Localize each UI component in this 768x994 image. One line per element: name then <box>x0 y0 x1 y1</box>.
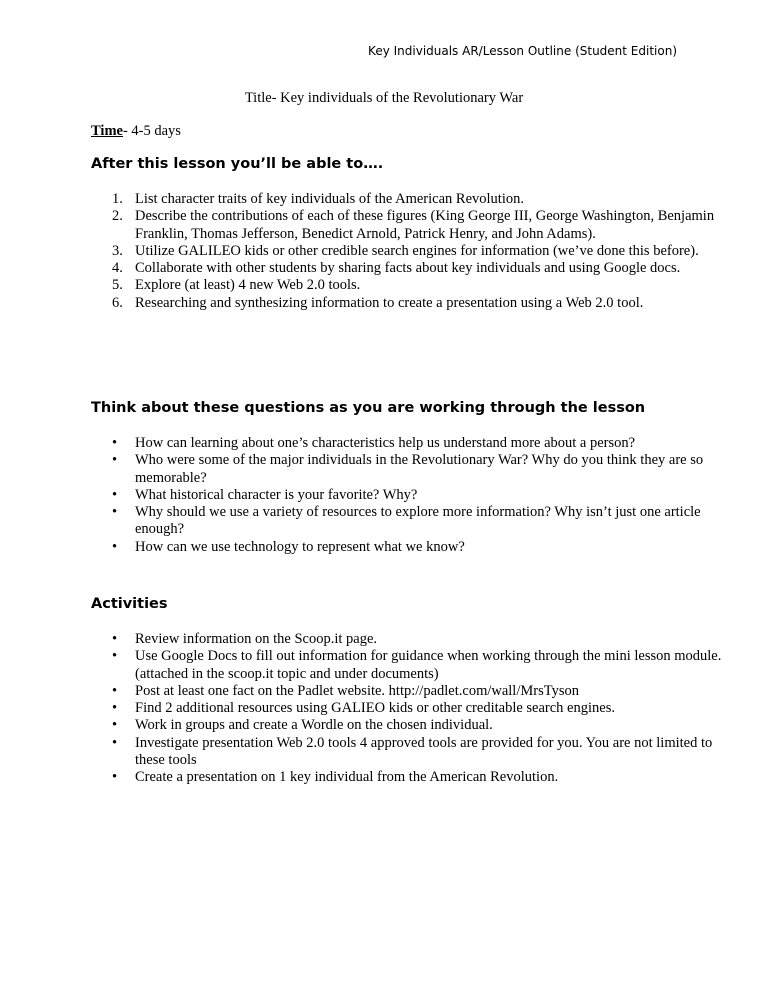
objectives-list <box>91 191 725 312</box>
list-item: • Find 2 additional resources using GALIEO kids or other creditable search engines. <box>135 700 725 717</box>
list-item: • Post at least one fact on the Padlet website. http://padlet.com/wall/MrsTyson <box>135 683 725 700</box>
list-item: • What historical character is your favorite? Why? <box>135 487 725 504</box>
activities-list <box>91 631 725 787</box>
time-value: - 4-5 days <box>122 123 181 139</box>
list-item: 1. List character traits of key individuals of the American Revolution. <box>112 191 524 207</box>
list-item: • Why should we use a variety of resources to explore more information? Why isn’t just one article enough? <box>135 504 725 539</box>
objectives-heading: After this lesson you’ll be able to…. <box>91 156 384 172</box>
list-item: • Work in groups and create a Wordle on the chosen individual. <box>135 717 725 734</box>
time-line <box>91 123 181 140</box>
list-item: • Create a presentation on 1 key individual from the American Revolution. <box>135 769 725 786</box>
list-item: 4. Collaborate with other students by sharing facts about key individuals and using Google docs. <box>112 260 681 277</box>
list-item: 5. Explore (at least) 4 new Web 2.0 tools. <box>112 277 361 294</box>
list-item: 2. Describe the contributions of each of these figures (King George III, George Washington, Benjamin Franklin, Thomas Jefferson, Benedict Arnold, Patrick Henry, and John Adams). <box>112 208 715 242</box>
list-item: 3. Utilize GALILEO kids or other credible search engines for information (we’ve done this before). <box>112 242 699 259</box>
list-item: 6. Researching and synthesizing information to create a presentation using a Web 2.0 tool. <box>112 294 644 311</box>
time-label: Time <box>91 123 123 139</box>
list-item: • Review information on the Scoop.it page. <box>135 631 725 648</box>
document-title: Title- Key individuals of the Revolutionary War <box>244 90 524 106</box>
list-item: • Investigate presentation Web 2.0 tools 4 approved tools are provided for you. You are not limited to these tools <box>135 735 725 770</box>
list-item: • How can learning about one’s characteristics help us understand more about a person? <box>135 435 725 452</box>
list-item: • Use Google Docs to fill out information for guidance when working through the mini lesson module. (attached in the scoop.it topic and under documents) <box>135 648 725 683</box>
list-item: • Who were some of the major individuals in the Revolutionary War? Why do you think they are so memorable? <box>135 452 725 487</box>
running-header: Key Individuals AR/Lesson Outline (Student Edition) <box>368 44 677 58</box>
questions-heading: Think about these questions as you are working through the lesson <box>91 400 646 416</box>
questions-list <box>91 435 725 556</box>
activities-heading: Activities <box>91 596 168 612</box>
list-item: • How can we use technology to represent what we know? <box>135 539 725 556</box>
